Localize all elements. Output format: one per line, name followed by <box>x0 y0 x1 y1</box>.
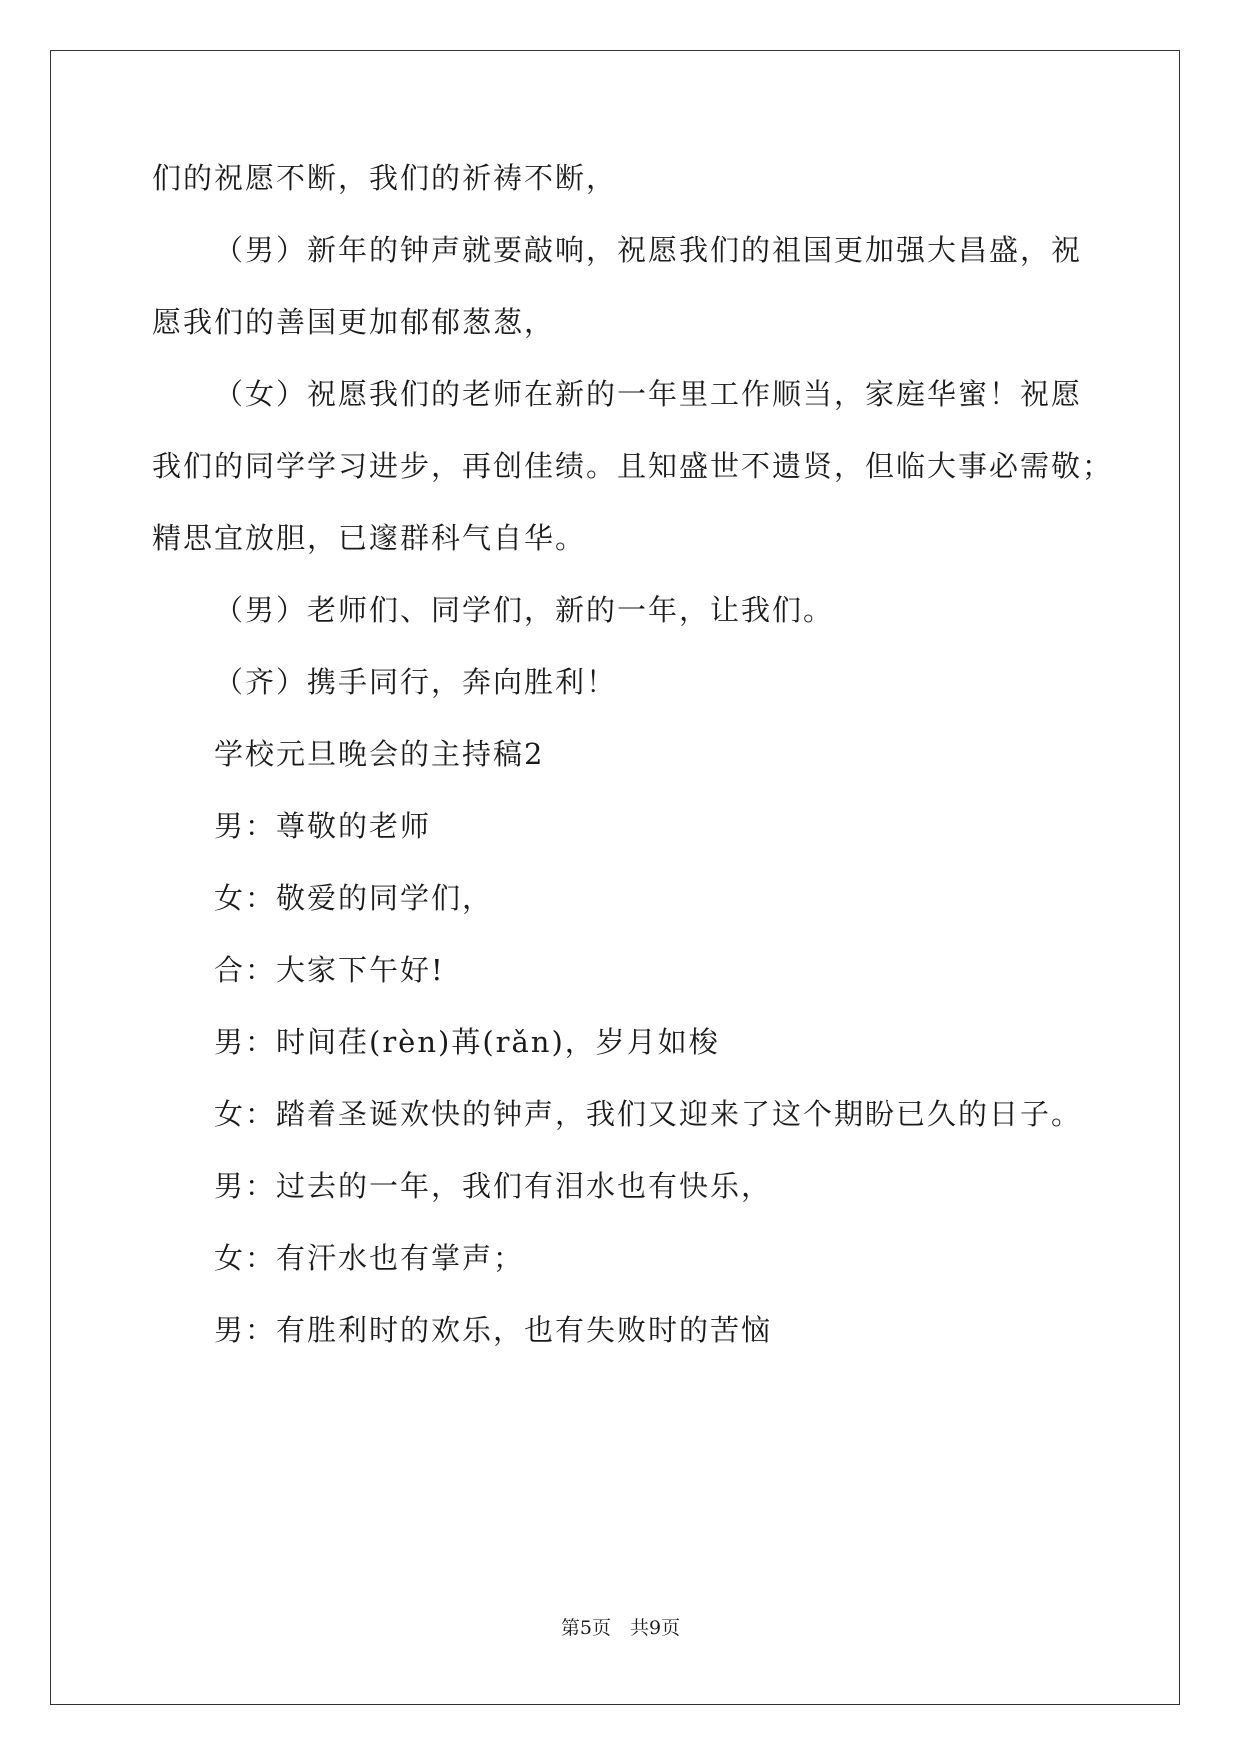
text-line: 愿我们的善国更加郁郁葱葱， <box>152 305 556 339</box>
page-number: 第5页 共9页 <box>560 1617 681 1639</box>
dialogue-line: 男：有胜利时的欢乐，也有失败时的苦恼 <box>214 1313 773 1347</box>
text-line: （女）祝愿我们的老师在新的一年里工作顺当，家庭华蜜！祝愿 <box>214 377 1083 411</box>
dialogue-line: 女：敬爱的同学们， <box>214 881 494 915</box>
text-line: （齐）携手同行，奔向胜利！ <box>214 665 618 699</box>
dialogue-line: 合：大家下午好! <box>214 953 445 987</box>
dialogue-line: 男：尊敬的老师 <box>214 809 432 843</box>
text-line: 我们的同学学习进步，再创佳绩。且知盛世不遗贤，但临大事必需敬； <box>152 449 1114 483</box>
text-line: 们的祝愿不断，我们的祈祷不断， <box>152 161 618 195</box>
dialogue-line: 男：过去的一年，我们有泪水也有快乐， <box>214 1169 773 1203</box>
section-heading: 学校元旦晚会的主持稿2 <box>214 737 545 771</box>
dialogue-line: 女：有汗水也有掌声； <box>214 1241 525 1275</box>
text-line: （男）新年的钟声就要敲响，祝愿我们的祖国更加强大昌盛，祝 <box>214 233 1083 267</box>
dialogue-line: 女：踏着圣诞欢快的钟声，我们又迎来了这个期盼已久的日子。 <box>214 1097 1083 1131</box>
text-line: 精思宜放胆，已邃群科气自华。 <box>152 521 587 555</box>
text-line: （男）老师们、同学们，新的一年，让我们。 <box>214 593 835 627</box>
dialogue-line: 男：时间荏(rèn)苒(rǎn)，岁月如梭 <box>214 1025 720 1059</box>
